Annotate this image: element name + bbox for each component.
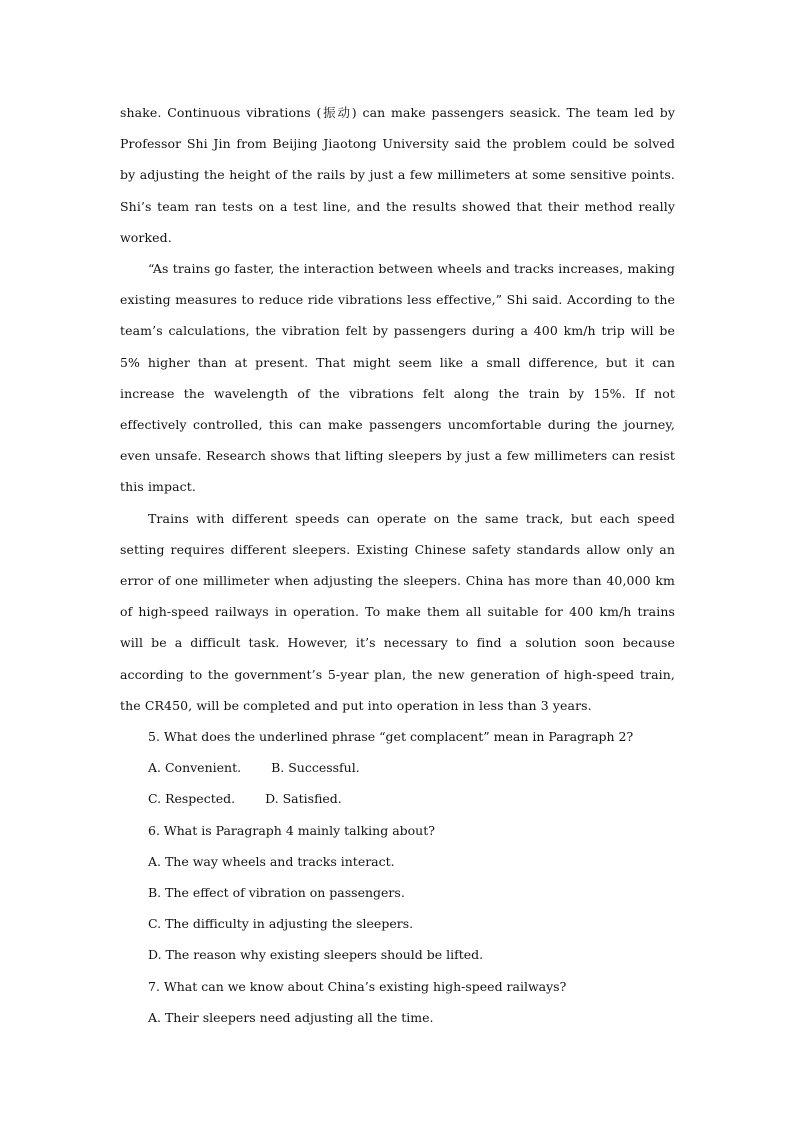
option-b: B. Successful. [271,760,360,776]
question-7 [148,971,675,1033]
option-row [148,783,675,814]
option-b: B. The effect of vibration on passengers. [148,885,405,901]
option-d: D. The reason why existing sleepers should be lifted. [148,947,484,963]
paragraph-3-continued: shake. Continuous vibrations (振动) can make passengers seasick. The team led by Professor Shi Jin from Beijing Jiaotong University said the problem could be solved by adjusting the height of the rails by just a few millimeters at some sensitive points. Shi’s team ran tests on a test line, and the results showed that their method really worked. [120,105,675,245]
question-6 [148,815,675,971]
option-c: C. The difficulty in adjusting the sleepers. [148,916,414,932]
document-body [120,97,675,1033]
option-a: A. Their sleepers need adjusting all the time. [148,1009,434,1025]
option-row [148,752,675,783]
question-5 [148,721,675,815]
option-d: D. Satisfied. [265,791,342,807]
option-a: A. Convenient. [148,760,242,776]
question-stem: 5. What does the underlined phrase “get complacent” mean in Paragraph 2? [148,729,634,745]
option-c: C. Respected. [148,791,236,807]
question-stem: 7. What can we know about China’s existing high-speed railways? [148,978,567,994]
paragraph-4: “As trains go faster, the interaction between wheels and tracks increases, making existing measures to reduce ride vibrations less effective,” Shi said. According to the team’s calculations, the vibration felt by passengers during a 400 km/h trip will be 5% higher than at present. That might seem like a small difference, but it can increase the wavelength of the vibrations felt along the train by 15%. If not effectively controlled, this can make passengers uncomfortable during the journey, even unsafe. Research shows that lifting sleepers by just a few millimeters can resist this impact. [120,261,675,495]
paragraph-5: Trains with different speeds can operate on the same track, but each speed setting requires different sleepers. Existing Chinese safety standards allow only an error of one millimeter when adjusting the sleepers. China has more than 40,000 km of high-speed railways in operation. To make them all suitable for 400 km/h trains will be a difficult task. However, it’s necessary to find a solution soon because according to the government’s 5-year plan, the new generation of high-speed train, the CR450, will be completed and put into operation in less than 3 years. [120,510,675,713]
question-list [120,721,675,1033]
question-stem: 6. What is Paragraph 4 mainly talking about? [148,822,435,838]
option-a: A. The way wheels and tracks interact. [148,853,395,869]
